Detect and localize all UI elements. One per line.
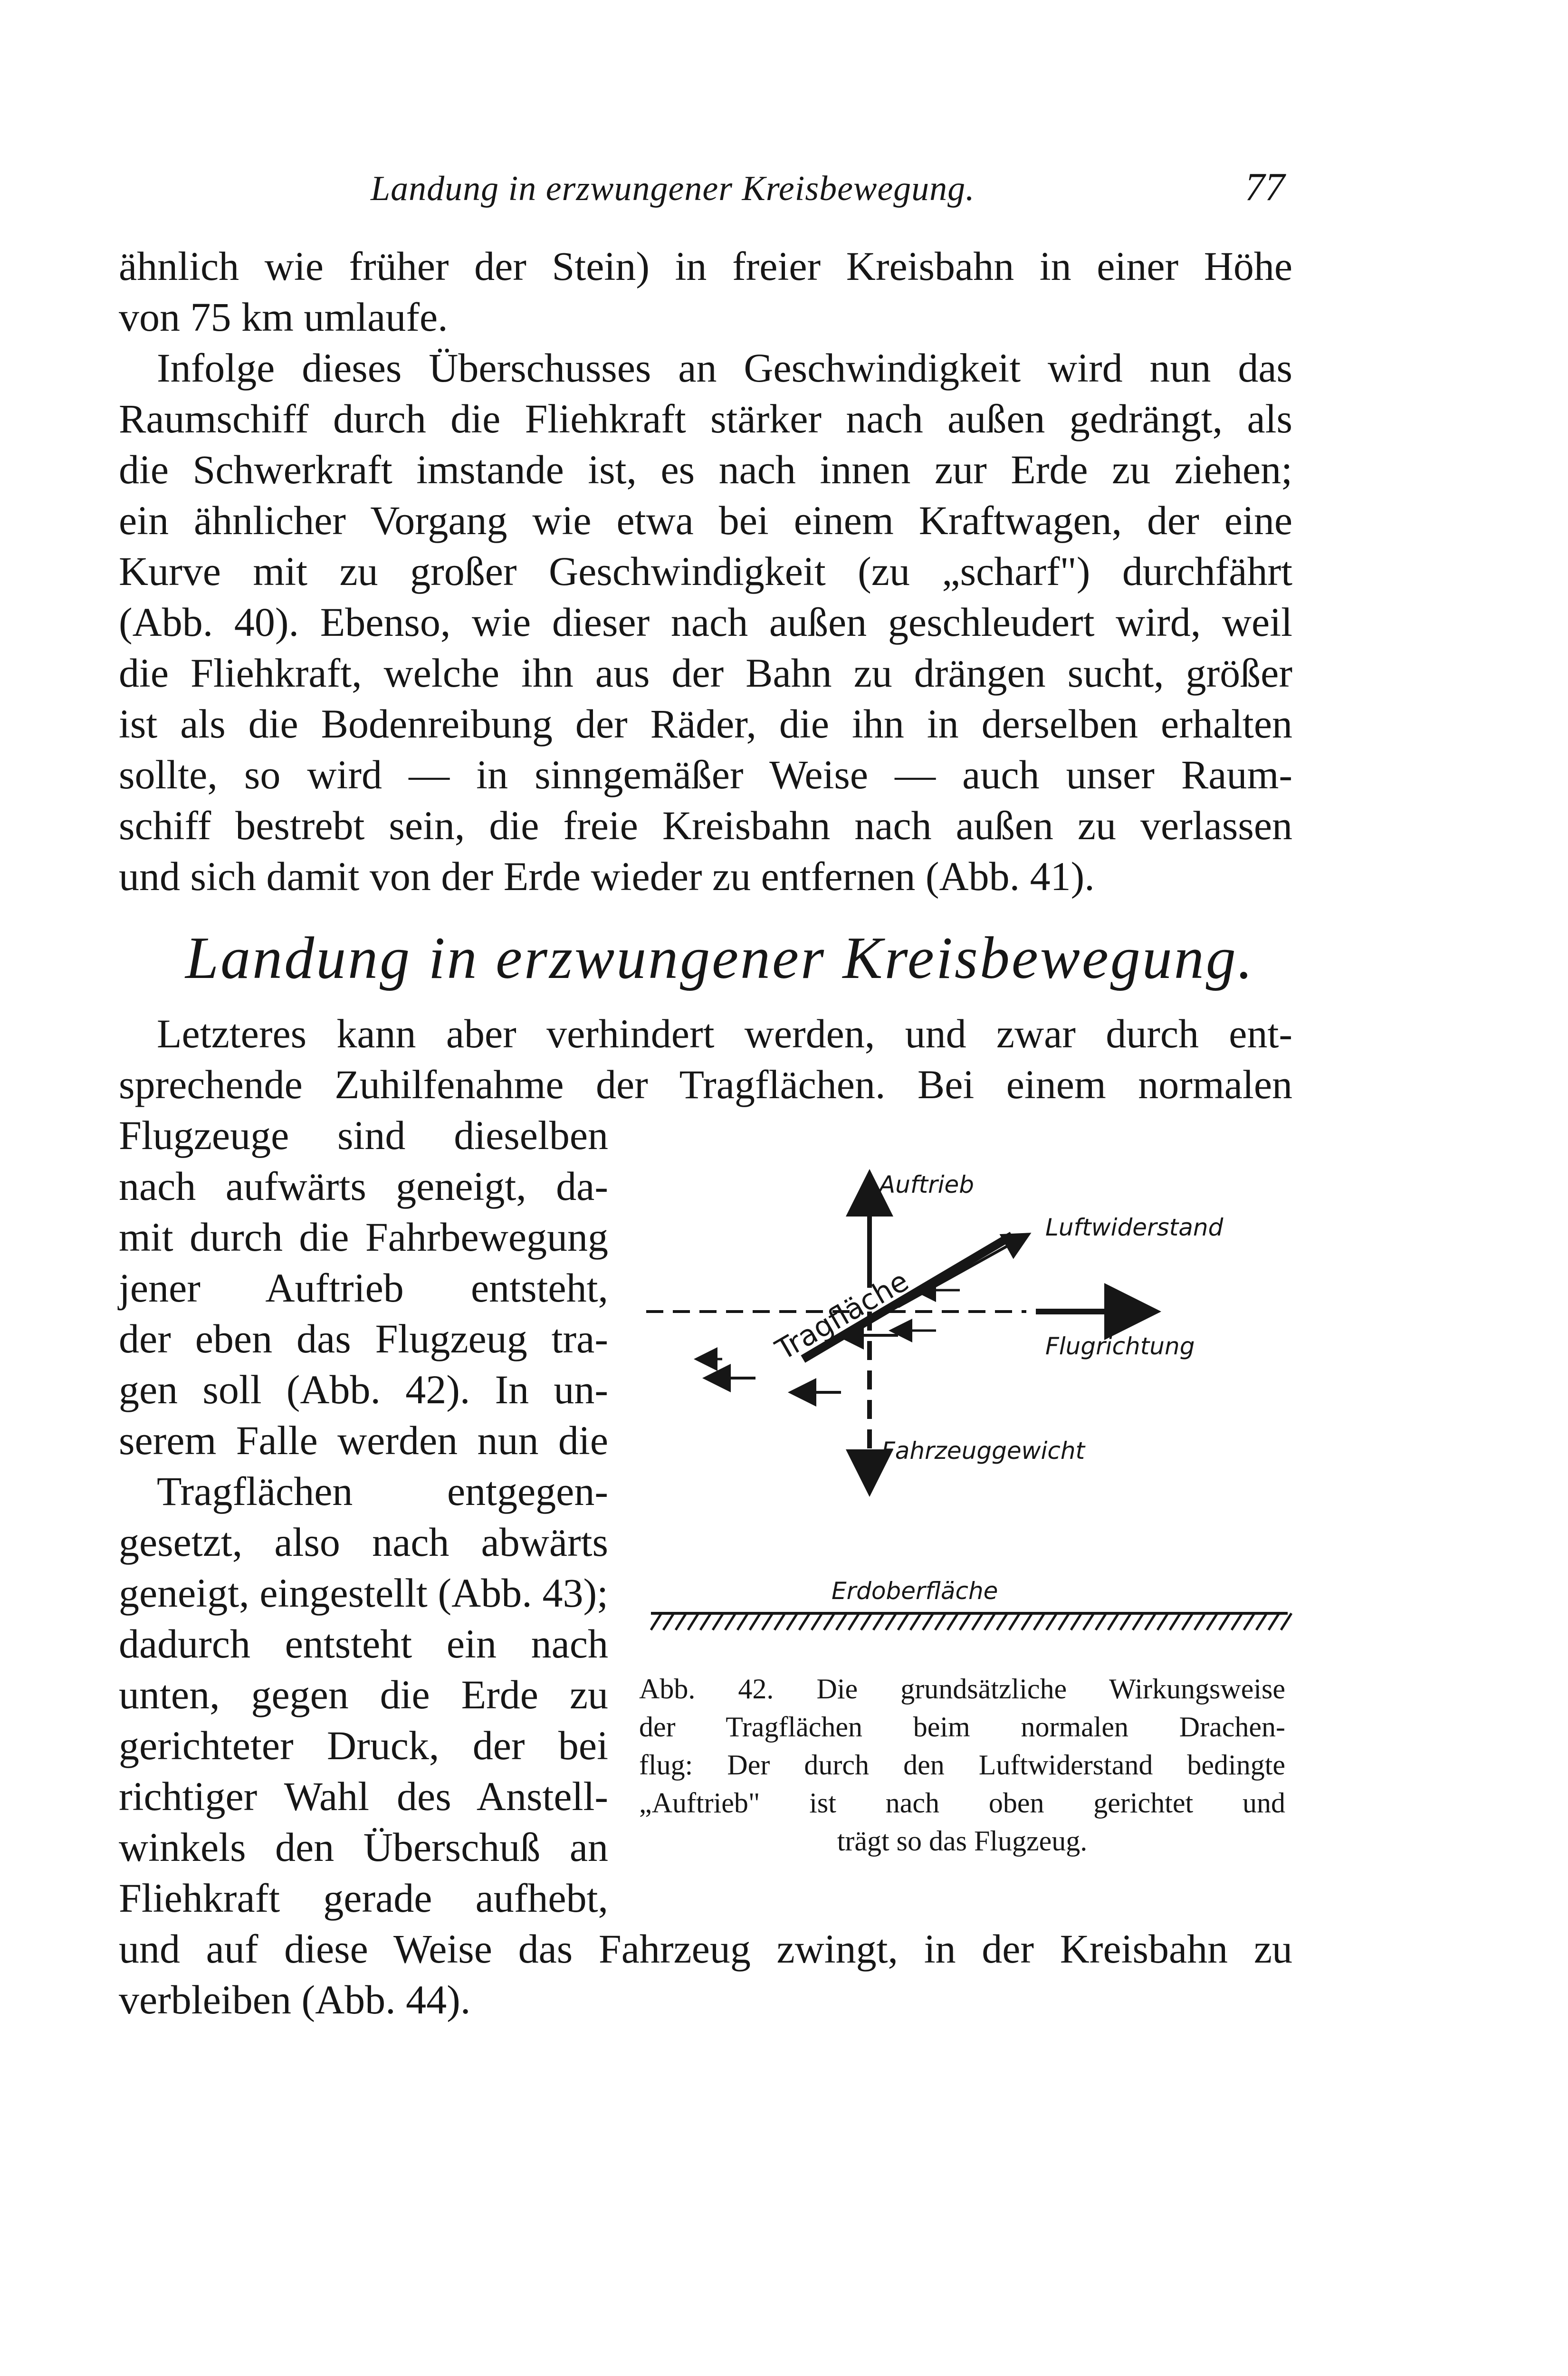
text-line: sollte, so wird — in sinngemäßer Weise — auch unser Raum- bbox=[119, 752, 1292, 797]
text-line: ist als die Bodenreibung der Räder, die ihn in derselben erhalten bbox=[119, 701, 1292, 747]
hatch-stroke bbox=[1108, 1613, 1119, 1630]
text-line: Letzteres kann aber verhindert werden, und zwar durch ent- bbox=[157, 1011, 1292, 1056]
text-line: geneigt, eingestellt (Abb. 43); bbox=[119, 1570, 608, 1616]
hatch-stroke bbox=[873, 1613, 884, 1630]
hatch-stroke bbox=[1219, 1613, 1230, 1630]
text-line: die Schwerkraft imstande ist, es nach innen zur Erde zu ziehen; bbox=[119, 447, 1292, 492]
hatch-stroke bbox=[750, 1613, 760, 1630]
hatch-stroke bbox=[799, 1613, 810, 1630]
label-direction: Flugrichtung bbox=[1045, 1332, 1195, 1360]
hatch-stroke bbox=[688, 1613, 698, 1630]
hatch-stroke bbox=[1046, 1613, 1057, 1630]
text-line: und auf diese Weise das Fahrzeug zwingt, in der Kreisbahn zu bbox=[119, 1926, 1292, 1972]
text-line: richtiger Wahl des Anstell- bbox=[119, 1773, 608, 1819]
hatch-stroke bbox=[663, 1613, 674, 1630]
hatch-stroke bbox=[1120, 1613, 1131, 1630]
figure-caption-line: „Auftrieb" ist nach oben gerichtet und bbox=[639, 1787, 1285, 1819]
hatch-stroke bbox=[1009, 1613, 1020, 1630]
text-line: Infolge dieses Überschusses an Geschwindigkeit wird nun das bbox=[157, 345, 1292, 391]
figure-diagram bbox=[632, 1155, 1307, 1668]
hatch-stroke bbox=[1170, 1613, 1180, 1630]
text-line: Tragflächen entgegen- bbox=[157, 1468, 608, 1514]
ground-hatching bbox=[651, 1613, 1291, 1630]
text-line: Raumschiff durch die Fliehkraft stärker nach außen gedrängt, als bbox=[119, 396, 1292, 441]
figure-wing-forces bbox=[632, 1155, 1307, 1668]
figure-caption-line: flug: Der durch den Luftwiderstand bedingte bbox=[639, 1749, 1285, 1781]
hatch-stroke bbox=[700, 1613, 711, 1630]
hatch-stroke bbox=[1145, 1613, 1156, 1630]
figure-caption-line: der Tragflächen beim normalen Drachen- bbox=[639, 1711, 1285, 1743]
figure-caption-line: Abb. 42. Die grundsätzliche Wirkungsweise bbox=[639, 1673, 1285, 1705]
wing-line bbox=[803, 1236, 1012, 1359]
hatch-stroke bbox=[1071, 1613, 1081, 1630]
section-heading: Landung in erzwungener Kreisbewegung. bbox=[185, 925, 1255, 991]
hatch-stroke bbox=[997, 1613, 1007, 1630]
text-line: dadurch entsteht ein nach bbox=[119, 1621, 608, 1667]
hatch-stroke bbox=[1269, 1613, 1279, 1630]
figure-caption-line: trägt so das Flugzeug. bbox=[837, 1825, 1088, 1857]
label-drag: Luftwiderstand bbox=[1045, 1214, 1224, 1241]
hatch-stroke bbox=[985, 1613, 995, 1630]
text-line: sprechende Zuhilfenahme der Tragflächen. Bei einem normalen bbox=[119, 1062, 1292, 1107]
hatch-stroke bbox=[972, 1613, 983, 1630]
hatch-stroke bbox=[725, 1613, 736, 1630]
text-line: von 75 km umlaufe. bbox=[119, 294, 448, 340]
hatch-stroke bbox=[836, 1613, 847, 1630]
text-line: winkels den Überschuß an bbox=[119, 1824, 608, 1870]
hatch-stroke bbox=[861, 1613, 871, 1630]
hatch-stroke bbox=[1256, 1613, 1267, 1630]
text-line: nach aufwärts geneigt, da- bbox=[119, 1163, 608, 1209]
text-line: Fliehkraft gerade aufhebt, bbox=[119, 1875, 608, 1921]
hatch-stroke bbox=[1083, 1613, 1094, 1630]
hatch-stroke bbox=[960, 1613, 970, 1630]
label-ground: Erdoberfläche bbox=[832, 1577, 998, 1605]
text-line: die Fliehkraft, welche ihn aus der Bahn zu drängen sucht, größer bbox=[119, 650, 1292, 696]
text-line: und sich damit von der Erde wieder zu entfernen (Abb. 41). bbox=[119, 853, 1095, 899]
text-line: verbleiben (Abb. 44). bbox=[119, 1977, 471, 2022]
text-line: unten, gegen die Erde zu bbox=[119, 1672, 608, 1717]
text-line: serem Falle werden nun die bbox=[119, 1418, 608, 1463]
hatch-stroke bbox=[849, 1613, 859, 1630]
hatch-stroke bbox=[910, 1613, 921, 1630]
hatch-stroke bbox=[1281, 1613, 1291, 1630]
hatch-stroke bbox=[787, 1613, 797, 1630]
hatch-stroke bbox=[1232, 1613, 1242, 1630]
page-number: 77 bbox=[1245, 165, 1285, 209]
text-line: ähnlich wie früher der Stein) in freier Kreisbahn in einer Höhe bbox=[119, 243, 1292, 289]
hatch-stroke bbox=[898, 1613, 908, 1630]
hatch-stroke bbox=[1133, 1613, 1143, 1630]
text-line: Kurve mit zu großer Geschwindigkeit (zu „scharf") durchfährt bbox=[119, 548, 1292, 594]
drag-arrow bbox=[898, 1236, 1026, 1307]
text-line: der eben das Flugzeug tra- bbox=[119, 1316, 608, 1361]
text-line: mit durch die Fahrbewegung bbox=[119, 1214, 608, 1260]
text-line: (Abb. 40). Ebenso, wie dieser nach außen geschleudert wird, weil bbox=[119, 599, 1292, 645]
label-weight: Fahrzeuggewicht bbox=[881, 1437, 1085, 1465]
hatch-stroke bbox=[651, 1613, 661, 1630]
hatch-stroke bbox=[1182, 1613, 1193, 1630]
hatch-stroke bbox=[935, 1613, 946, 1630]
hatch-stroke bbox=[1096, 1613, 1106, 1630]
hatch-stroke bbox=[1157, 1613, 1168, 1630]
text-line: jener Auftrieb entsteht, bbox=[119, 1265, 608, 1311]
hatch-stroke bbox=[1195, 1613, 1205, 1630]
hatch-stroke bbox=[713, 1613, 723, 1630]
hatch-stroke bbox=[676, 1613, 686, 1630]
hatch-stroke bbox=[774, 1613, 785, 1630]
label-wing: Tragfläche bbox=[770, 1264, 915, 1367]
hatch-stroke bbox=[923, 1613, 933, 1630]
text-line: schiff bestrebt sein, die freie Kreisbahn nach außen zu verlassen bbox=[119, 803, 1292, 848]
text-line: ein ähnlicher Vorgang wie etwa bei einem Kraftwagen, der eine bbox=[119, 498, 1292, 543]
text-line: gesetzt, also nach abwärts bbox=[119, 1519, 608, 1565]
text-line: Flugzeuge sind dieselben bbox=[119, 1112, 608, 1158]
hatch-stroke bbox=[762, 1613, 773, 1630]
label-lift: Auftrieb bbox=[879, 1171, 975, 1198]
hatch-stroke bbox=[886, 1613, 896, 1630]
hatch-stroke bbox=[1244, 1613, 1254, 1630]
hatch-stroke bbox=[1034, 1613, 1044, 1630]
hatch-stroke bbox=[1059, 1613, 1069, 1630]
text-line: gerichteter Druck, der bei bbox=[119, 1723, 608, 1768]
hatch-stroke bbox=[737, 1613, 748, 1630]
hatch-stroke bbox=[1207, 1613, 1217, 1630]
hatch-stroke bbox=[824, 1613, 834, 1630]
hatch-stroke bbox=[812, 1613, 822, 1630]
text-line: gen soll (Abb. 42). In un- bbox=[119, 1367, 608, 1412]
running-title: Landung in erzwungener Kreisbewegung. bbox=[371, 169, 975, 208]
hatch-stroke bbox=[947, 1613, 958, 1630]
hatch-stroke bbox=[1022, 1613, 1032, 1630]
